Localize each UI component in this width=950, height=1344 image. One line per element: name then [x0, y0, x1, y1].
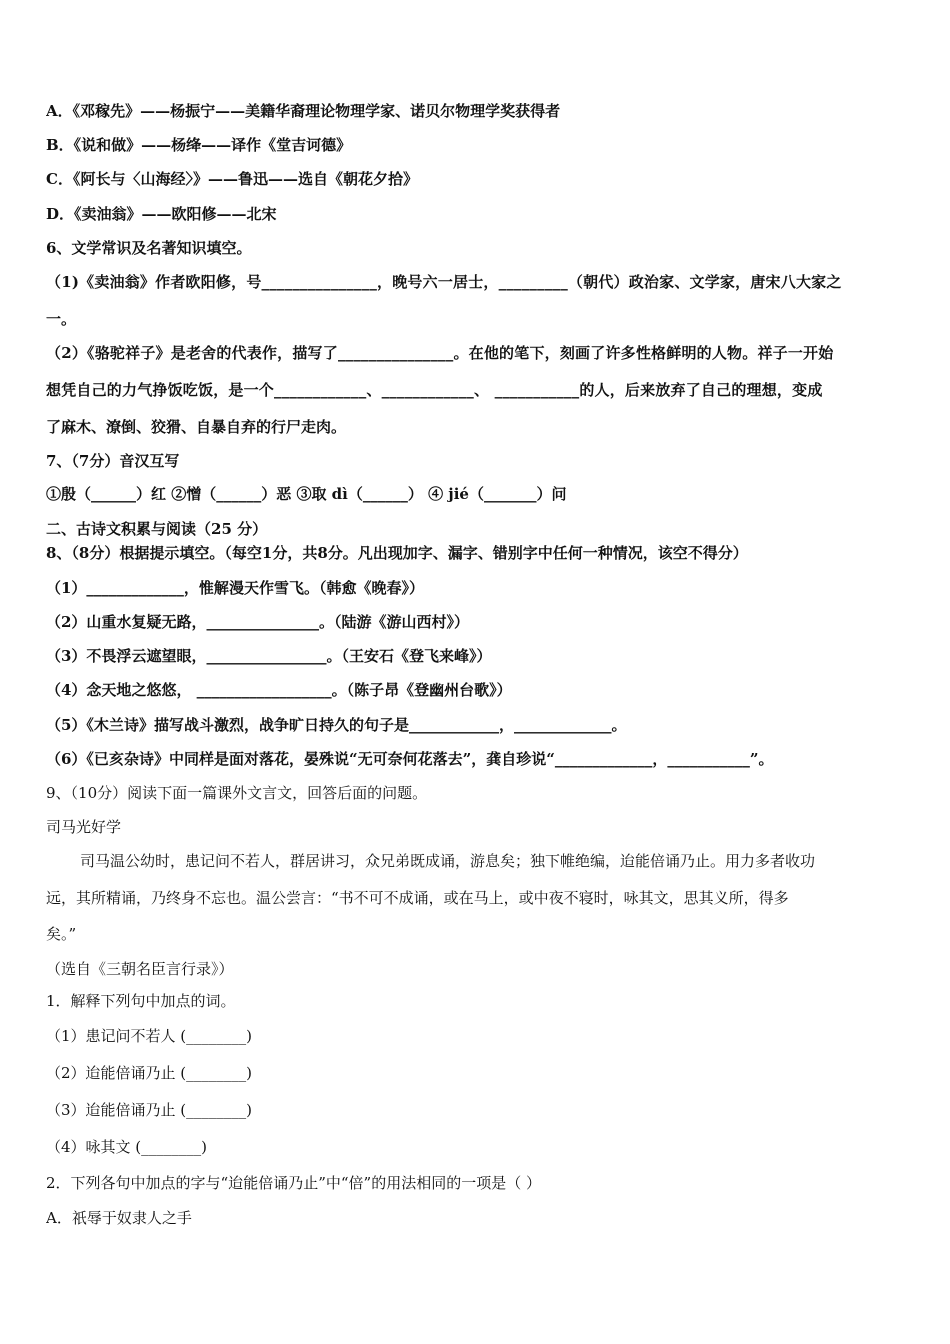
passage-line-2: 远，其所精诵，乃终身不忘也。温公尝言：“书不可不成诵，或在马上，或中夜不寝时，咏其文，思其义所，得多	[46, 889, 789, 907]
sub1-title: 1．解释下列句中加点的词。	[46, 992, 236, 1010]
choice-a: A．《邓稼先》——杨振宁——美籍华裔理论物理学家、诺贝尔物理学奖获得者	[46, 102, 561, 120]
sub1-item-1: （1）患记问不若人 (________)	[46, 1027, 253, 1045]
choice-c: C．《阿长与〈山海经〉》——鲁迅——选自《朝花夕拾》	[46, 170, 418, 188]
q7-title: 7、（7分）音汉互写	[46, 452, 180, 470]
sub1-item-3: （3）迨能倍诵乃止 (________)	[46, 1101, 253, 1119]
q6-p2-line2: 想凭自己的力气挣饭吃饭，是一个____________、____________、 ___________的人，后来放弃了自己的理想，变成	[46, 381, 823, 399]
sub1-item-4: （4）咏其文 (________)	[46, 1138, 208, 1156]
choice-d: D．《卖油翁》——欧阳修——北宋	[46, 205, 277, 223]
q6-p1-line1: （1)《卖油翁》作者欧阳修，号_______________，晚号六一居士，_________（朝代）政治家、文学家，唐宋八大家之	[46, 273, 842, 291]
sub2-title: 2．下列各句中加点的字与“迨能倍诵乃止”中“倍”的用法相同的一项是（ ）	[46, 1174, 541, 1192]
passage-line-1: 司马温公幼时，患记问不若人，群居讲习，众兄弟既成诵，游息矣；独下帷绝编，迨能倍诵乃止。用力多者收功	[80, 852, 816, 870]
q8-sentence-5: （5）《木兰诗》描写战斗激烈，战争旷日持久的句子是____________，_____________。	[46, 716, 627, 734]
sub2-option-a: A．祇辱于奴隶人之手	[46, 1209, 192, 1227]
q8-sentence-6: （6）《已亥杂诗》中同样是面对落花，晏殊说“无可奈何花落去”，龚自珍说“_____________，___________”。	[46, 750, 774, 768]
q8-sentence-4: （4）念天地之悠悠， __________________。（陈子昂《登幽州台歌》）	[46, 681, 512, 699]
q6-p2-line3: 了麻木、潦倒、狡猾、自暴自弃的行尸走肉。	[46, 418, 347, 436]
passage-source: （选自《三朝名臣言行录》）	[46, 960, 234, 978]
q8-sentence-3: （3）不畏浮云遮望眼，________________。（王安石《登飞来峰》）	[46, 647, 492, 665]
q8-sentence-1: （1）_____________，惟解漫天作雪飞。（韩愈《晚春》）	[46, 579, 424, 597]
q9-title: 9、（10分）阅读下面一篇课外文言文，回答后面的问题。	[46, 784, 428, 802]
q7-items: ①殷（______）红 ②憎（______）恶 ③取 dì（______） ④ jié（_______）问	[46, 485, 567, 503]
passage-title: 司马光好学	[46, 818, 122, 836]
q6-p2-line1: （2）《骆驼祥子》是老舍的代表作，描写了_______________。在他的笔下，刻画了许多性格鲜明的人物。祥子一开始	[46, 344, 834, 362]
section-2-heading: 二、古诗文积累与阅读（25 分）	[46, 520, 268, 538]
choice-b: B．《说和做》——杨绛——译作《堂吉诃德》	[46, 136, 352, 154]
q6-title: 6、文学常识及名著知识填空。	[46, 239, 252, 257]
q8-sentence-2: （2）山重水复疑无路，_______________。（陆游《游山西村》）	[46, 613, 469, 631]
q8-title: 8、（8分）根据提示填空。（每空1分，共8分。凡出现加字、漏字、错别字中任何一种情况，该空不得分）	[46, 544, 748, 562]
q6-p1-line2: 一。	[46, 310, 77, 328]
sub1-item-2: （2）迨能倍诵乃止 (________)	[46, 1064, 253, 1082]
passage-line-3: 矣。”	[46, 925, 77, 943]
